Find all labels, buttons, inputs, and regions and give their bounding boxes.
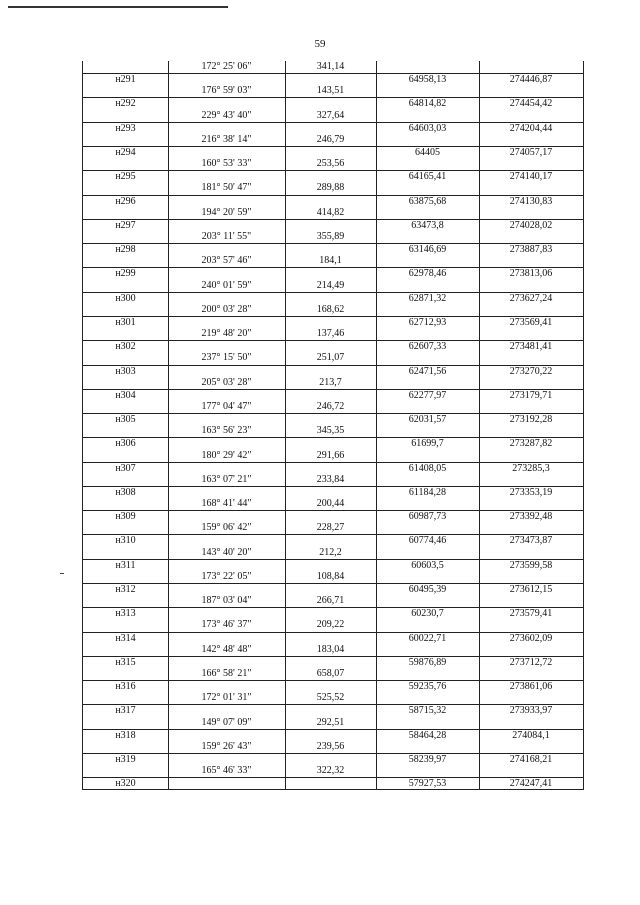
distance-cell: 251,07 — [316, 352, 345, 364]
x-coordinate-cell: 61699,7 — [411, 438, 444, 450]
table-row — [83, 692, 583, 704]
distance-cell: 168,62 — [316, 303, 345, 315]
table-row — [83, 437, 583, 449]
coordinates-table — [82, 61, 584, 790]
table-row — [83, 146, 583, 158]
distance-cell: 341,14 — [316, 61, 345, 72]
x-coordinate-cell: 60603,5 — [411, 559, 444, 571]
y-coordinate-cell: 273285,3 — [512, 462, 550, 474]
table-row — [83, 352, 583, 364]
direction-angle-cell: 142° 48' 48" — [201, 643, 252, 655]
y-coordinate-cell: 273712,72 — [509, 656, 553, 668]
y-coordinate-cell: 274168,21 — [509, 754, 553, 766]
x-coordinate-cell: 61408,05 — [408, 462, 447, 474]
distance-cell: 322,32 — [316, 765, 345, 777]
table-row — [83, 255, 583, 267]
table-row — [83, 741, 583, 753]
x-coordinate-cell: 58464,28 — [408, 729, 447, 741]
point-id-cell: н313 — [115, 608, 136, 620]
table-row — [83, 110, 583, 122]
direction-angle-cell: 205° 03' 28" — [201, 376, 252, 388]
y-coordinate-cell: 274204,44 — [509, 122, 553, 134]
x-coordinate-cell: 63473,8 — [411, 219, 444, 231]
y-coordinate-cell: 273933,97 — [509, 705, 553, 717]
x-coordinate-cell: 61184,28 — [408, 486, 447, 498]
table-row — [83, 729, 583, 741]
table-row — [83, 292, 583, 304]
point-id-cell: н293 — [115, 122, 136, 134]
table-row — [83, 462, 583, 474]
x-coordinate-cell: 60022,71 — [408, 632, 447, 644]
point-id-cell: н296 — [115, 195, 136, 207]
direction-angle-cell: 173° 22' 05" — [201, 570, 252, 582]
table-row — [83, 195, 583, 207]
point-id-cell: н302 — [115, 341, 136, 353]
distance-cell: 137,46 — [316, 328, 345, 340]
table-row — [83, 704, 583, 716]
distance-cell: 291,66 — [316, 449, 345, 461]
table-row — [83, 413, 583, 425]
direction-angle-cell: 172° 01' 31" — [201, 692, 252, 704]
y-coordinate-cell: 273627,24 — [509, 292, 553, 304]
direction-angle-cell: 229° 43' 40" — [201, 109, 252, 121]
table-row — [83, 510, 583, 522]
direction-angle-cell: 163° 56' 23" — [201, 425, 252, 437]
table-row — [83, 365, 583, 377]
direction-angle-cell: 143° 40' 20" — [201, 546, 252, 558]
distance-cell: 292,51 — [316, 716, 345, 728]
point-id-cell: н298 — [115, 244, 136, 256]
x-coordinate-cell: 64165,41 — [408, 171, 447, 183]
direction-angle-cell: 181° 50' 47" — [201, 182, 252, 194]
y-coordinate-cell: 273602,09 — [509, 632, 553, 644]
table-row — [83, 231, 583, 243]
direction-angle-cell: 203° 11' 55" — [201, 230, 252, 242]
table-row — [83, 170, 583, 182]
distance-cell: 253,56 — [316, 158, 345, 170]
table-row — [83, 280, 583, 292]
point-id-cell: н299 — [115, 268, 136, 280]
direction-angle-cell: 172° 25' 06" — [201, 61, 252, 72]
table-row — [83, 547, 583, 559]
table-row — [83, 595, 583, 607]
y-coordinate-cell: 273192,28 — [509, 414, 553, 426]
point-id-cell: н318 — [115, 729, 136, 741]
table-row — [83, 668, 583, 680]
direction-angle-cell: 200° 03' 28" — [201, 303, 252, 315]
distance-cell: 289,88 — [316, 182, 345, 194]
point-id-cell: н306 — [115, 438, 136, 450]
y-coordinate-cell: 274454,42 — [509, 98, 553, 110]
table-row — [83, 607, 583, 619]
distance-cell: 239,56 — [316, 740, 345, 752]
y-coordinate-cell: 274247,41 — [509, 778, 553, 790]
point-id-cell: н305 — [115, 414, 136, 426]
table-row — [83, 777, 583, 789]
distance-cell: 525,52 — [316, 692, 345, 704]
distance-cell: 327,64 — [316, 109, 345, 121]
direction-angle-cell: 163° 07' 21" — [201, 473, 252, 485]
distance-cell: 246,79 — [316, 133, 345, 145]
point-id-cell: н291 — [115, 74, 136, 86]
direction-angle-cell: 165° 46' 33" — [201, 765, 252, 777]
table-row — [83, 474, 583, 486]
table-row — [83, 219, 583, 231]
x-coordinate-cell: 62277,97 — [408, 389, 447, 401]
table-row — [83, 97, 583, 109]
point-id-cell: н295 — [115, 171, 136, 183]
table-row — [83, 377, 583, 389]
y-coordinate-cell: 273887,83 — [509, 244, 553, 256]
x-coordinate-cell: 57927,53 — [408, 778, 447, 790]
x-coordinate-cell: 59235,76 — [408, 681, 447, 693]
point-id-cell: н311 — [115, 559, 136, 571]
x-coordinate-cell: 64603,03 — [408, 122, 447, 134]
x-coordinate-cell: 59876,89 — [408, 656, 447, 668]
direction-angle-cell: 219° 48' 20" — [201, 328, 252, 340]
table-row — [83, 401, 583, 413]
direction-angle-cell: 160° 53' 33" — [201, 158, 252, 170]
y-coordinate-cell: 274130,83 — [509, 195, 553, 207]
point-id-cell: н320 — [115, 778, 136, 790]
table-row — [83, 583, 583, 595]
point-id-cell: н297 — [115, 219, 136, 231]
x-coordinate-cell: 62712,93 — [408, 316, 447, 328]
y-coordinate-cell: 273579,41 — [509, 608, 553, 620]
x-coordinate-cell: 62031,57 — [408, 414, 447, 426]
table-row — [83, 486, 583, 498]
direction-angle-cell: 176° 59' 03" — [201, 85, 252, 97]
margin-mark — [60, 573, 64, 574]
point-id-cell: н307 — [115, 462, 136, 474]
table-row — [83, 425, 583, 437]
y-coordinate-cell: 273270,22 — [509, 365, 553, 377]
distance-cell: 213,7 — [319, 376, 342, 388]
y-coordinate-cell: 273473,87 — [509, 535, 553, 547]
x-coordinate-cell: 62978,46 — [408, 268, 447, 280]
x-coordinate-cell: 58715,32 — [408, 705, 447, 717]
table-row — [83, 656, 583, 668]
x-coordinate-cell: 64405 — [415, 146, 440, 158]
x-coordinate-cell: 64814,82 — [408, 98, 447, 110]
x-coordinate-cell: 64958,13 — [408, 74, 447, 86]
table-row — [83, 182, 583, 194]
table-row — [83, 85, 583, 97]
x-coordinate-cell: 58239,97 — [408, 754, 447, 766]
table-row — [83, 328, 583, 340]
y-coordinate-cell: 273569,41 — [509, 316, 553, 328]
point-id-cell: н315 — [115, 656, 136, 668]
y-coordinate-cell: 274140,17 — [509, 171, 553, 183]
point-id-cell: н301 — [115, 316, 136, 328]
distance-cell: 184,1 — [319, 255, 342, 267]
y-coordinate-cell: 273179,71 — [509, 389, 553, 401]
direction-angle-cell: 240° 01' 59" — [201, 279, 252, 291]
direction-angle-cell: 159° 06' 42" — [201, 522, 252, 534]
table-row — [83, 644, 583, 656]
distance-cell: 228,27 — [316, 522, 345, 534]
x-coordinate-cell: 62871,32 — [408, 292, 447, 304]
y-coordinate-cell: 273612,15 — [509, 584, 553, 596]
y-coordinate-cell: 274084,1 — [512, 729, 550, 741]
point-id-cell: н292 — [115, 98, 136, 110]
table-row — [83, 571, 583, 583]
table-row — [83, 619, 583, 631]
table-row — [83, 765, 583, 777]
x-coordinate-cell: 62471,56 — [408, 365, 447, 377]
direction-angle-cell: 159° 26' 43" — [201, 740, 252, 752]
y-coordinate-cell: 274057,17 — [509, 146, 553, 158]
table-row — [83, 243, 583, 255]
distance-cell: 246,72 — [316, 400, 345, 412]
table-row — [83, 61, 583, 73]
y-coordinate-cell: 273861,06 — [509, 681, 553, 693]
x-coordinate-cell: 60230,7 — [411, 608, 444, 620]
table-row — [83, 122, 583, 134]
y-coordinate-cell: 273392,48 — [509, 511, 553, 523]
x-coordinate-cell: 60774,46 — [408, 535, 447, 547]
table-row — [83, 158, 583, 170]
direction-angle-cell: 149° 07' 09" — [201, 716, 252, 728]
distance-cell: 233,84 — [316, 473, 345, 485]
y-coordinate-cell: 273599,58 — [509, 559, 553, 571]
table-row — [83, 304, 583, 316]
distance-cell: 414,82 — [316, 206, 345, 218]
table-row — [83, 717, 583, 729]
direction-angle-cell: 180° 29' 42" — [201, 449, 252, 461]
table-row — [83, 559, 583, 571]
y-coordinate-cell: 273353,19 — [509, 486, 553, 498]
point-id-cell: н304 — [115, 389, 136, 401]
y-coordinate-cell: 273481,41 — [509, 341, 553, 353]
x-coordinate-cell: 63875,68 — [408, 195, 447, 207]
distance-cell: 143,51 — [316, 85, 345, 97]
direction-angle-cell: 237° 15' 50" — [201, 352, 252, 364]
point-id-cell: н319 — [115, 754, 136, 766]
point-id-cell: н310 — [115, 535, 136, 547]
point-id-cell: н300 — [115, 292, 136, 304]
page-number: 59 — [314, 38, 326, 50]
y-coordinate-cell: 273813,06 — [509, 268, 553, 280]
point-id-cell: н317 — [115, 705, 136, 717]
point-id-cell: н294 — [115, 146, 136, 158]
table-row — [83, 340, 583, 352]
point-id-cell: н316 — [115, 681, 136, 693]
distance-cell: 200,44 — [316, 498, 345, 510]
table-row — [83, 389, 583, 401]
table-row — [83, 267, 583, 279]
table-row — [83, 680, 583, 692]
distance-cell: 108,84 — [316, 570, 345, 582]
direction-angle-cell: 173° 46' 37" — [201, 619, 252, 631]
direction-angle-cell: 177° 04' 47" — [201, 400, 252, 412]
distance-cell: 209,22 — [316, 619, 345, 631]
distance-cell: 658,07 — [316, 668, 345, 680]
table-row — [83, 73, 583, 85]
point-id-cell: н308 — [115, 486, 136, 498]
table-row — [83, 522, 583, 534]
point-id-cell: н314 — [115, 632, 136, 644]
distance-cell: 355,89 — [316, 230, 345, 242]
table-row — [83, 632, 583, 644]
distance-cell: 183,04 — [316, 643, 345, 655]
point-id-cell: н303 — [115, 365, 136, 377]
x-coordinate-cell: 60987,73 — [408, 511, 447, 523]
table-row — [83, 134, 583, 146]
header-rule — [8, 6, 228, 8]
distance-cell: 214,49 — [316, 279, 345, 291]
direction-angle-cell: 187° 03' 04" — [201, 595, 252, 607]
table-row — [83, 207, 583, 219]
y-coordinate-cell: 274446,87 — [509, 74, 553, 86]
x-coordinate-cell: 63146,69 — [408, 244, 447, 256]
distance-cell: 266,71 — [316, 595, 345, 607]
direction-angle-cell: 216° 38' 14" — [201, 133, 252, 145]
table-row — [83, 753, 583, 765]
direction-angle-cell: 168° 41' 44" — [201, 498, 252, 510]
table-row — [83, 534, 583, 546]
y-coordinate-cell: 274028,02 — [509, 219, 553, 231]
point-id-cell: н309 — [115, 511, 136, 523]
x-coordinate-cell: 60495,39 — [408, 584, 447, 596]
direction-angle-cell: 166° 58' 21" — [201, 668, 252, 680]
table-row — [83, 316, 583, 328]
x-coordinate-cell: 62607,33 — [408, 341, 447, 353]
distance-cell: 212,2 — [319, 546, 342, 558]
table-row — [83, 498, 583, 510]
distance-cell: 345,35 — [316, 425, 345, 437]
direction-angle-cell: 203° 57' 46" — [201, 255, 252, 267]
direction-angle-cell: 194° 20' 59" — [201, 206, 252, 218]
point-id-cell: н312 — [115, 584, 136, 596]
y-coordinate-cell: 273287,82 — [509, 438, 553, 450]
table-row — [83, 450, 583, 462]
